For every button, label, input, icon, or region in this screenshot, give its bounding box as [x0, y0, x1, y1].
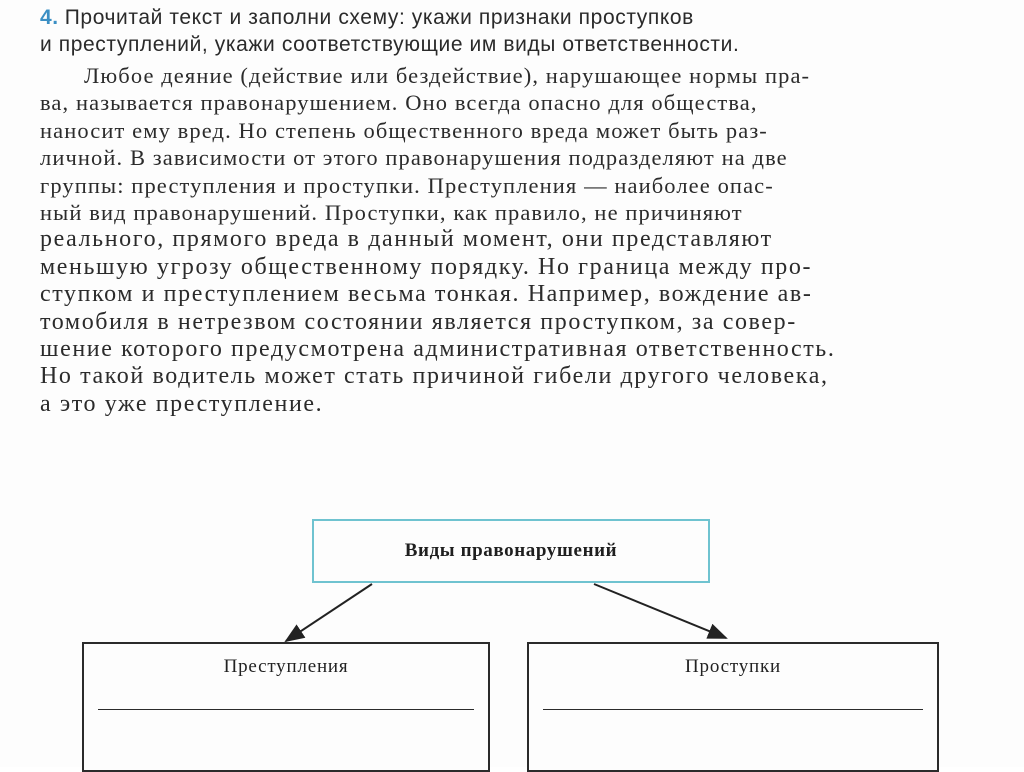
task-text-1: Прочитай текст и заполни схему: укажи признаки проступков [64, 6, 694, 29]
crimes-box-title: Преступления [223, 656, 349, 677]
crimes-answer-line [98, 709, 474, 710]
task-number: 4. [40, 6, 59, 29]
text-line: ступком и преступлением весьма тонкая. Например, вождение ав- [40, 281, 813, 308]
text-line: наносит ему вред. Но степень общественного вреда может быть раз- [40, 117, 768, 143]
scheme-top-box [312, 519, 710, 583]
text-line: личной. В зависимости от этого правонарушения подразделяют на две [40, 145, 788, 171]
text-line: а это уже преступление. [40, 390, 324, 417]
crimes-box [82, 642, 490, 772]
arrow-left [286, 584, 372, 641]
arrow-right [594, 584, 726, 638]
misdemeanors-box-title: Проступки [685, 656, 781, 677]
text-line: шение которого предусмотрена административная ответственность. [40, 336, 836, 363]
text-line: Любое деяние (действие или бездействие), нарушающее нормы пра- [84, 63, 811, 88]
text-line: ный вид правонарушений. Проступки, как правило, не причиняют [40, 200, 743, 226]
text-line: группы: преступления и проступки. Преступления — наиболее опас- [40, 172, 774, 198]
misdemeanors-answer-line [543, 709, 923, 710]
misdemeanors-box [527, 642, 939, 772]
text-line: реального, прямого вреда в данный момент, они представляют [40, 226, 773, 253]
scheme-top-label: Виды правонарушений [404, 540, 618, 561]
text-line: ва, называется правонарушением. Оно всегда опасно для общества, [40, 90, 758, 116]
text-line: меньшую угрозу общественному порядку. Но граница между про- [40, 253, 813, 280]
text-line: томобиля в нетрезвом состоянии является проступком, за совер- [40, 308, 797, 335]
text-line: Но такой водитель может стать причиной гибели другого человека, [40, 363, 829, 390]
task-line-2: и преступлений, укажи соответствующие им виды ответственности. [40, 33, 740, 56]
